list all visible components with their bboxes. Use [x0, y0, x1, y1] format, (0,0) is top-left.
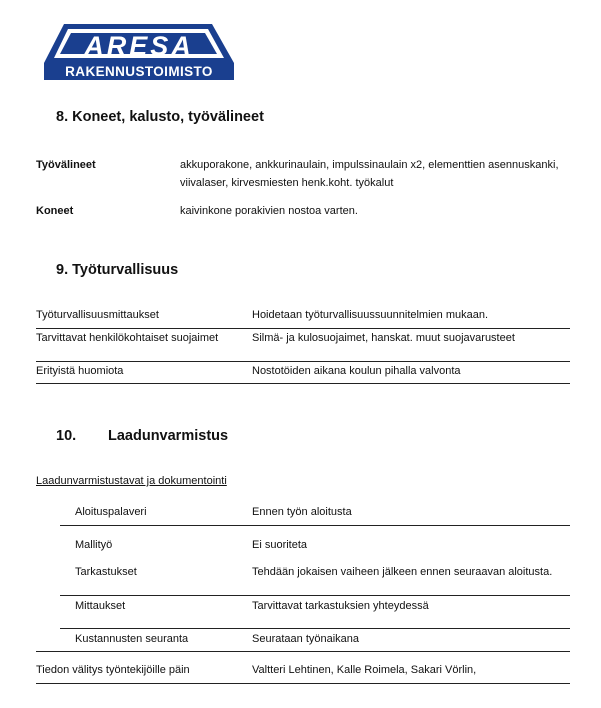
kickoff-label: Aloituspalaveri [75, 506, 147, 518]
section-8-heading: 8. Koneet, kalusto, työvälineet [56, 109, 264, 125]
cost-tracking-label: Kustannusten seuranta [75, 633, 189, 645]
section-10-heading: Laadunvarmistus [108, 428, 229, 444]
section-10-number: 10. [56, 428, 77, 444]
safety-measurements-value: Hoidetaan työturvallisuussuunnitelmien mukaan. [252, 309, 489, 321]
machines-label: Koneet [36, 205, 74, 217]
protective-gear-label: Tarvittavat henkilökohtaiset suojaimet [36, 332, 219, 344]
safety-measurements-label: Työturvallisuusmittaukset [36, 309, 159, 321]
protective-gear-value: Silmä- ja kulosuojaimet, hanskat. muut suojavarusteet [252, 332, 515, 344]
logo-subtitle: RAKENNUSTOIMISTO [44, 63, 234, 80]
measurements-label: Mittaukset [75, 600, 126, 612]
tools-label: Työvälineet [36, 159, 96, 171]
machines-value: kaivinkone porakivien nostoa varten. [180, 205, 358, 217]
inspections-value: Tehdään jokaisen vaiheen jälkeen ennen seuraavan aloitusta. [252, 566, 553, 578]
sample-work-label: Mallityö [75, 539, 113, 551]
section-9-heading: 9. Työturvallisuus [56, 262, 179, 278]
table-divider [36, 683, 570, 684]
inspections-label: Tarkastukset [75, 566, 137, 578]
info-sharing-label: Tiedon välitys työntekijöille päin [36, 664, 190, 676]
special-attention-value: Nostotöiden aikana koulun pihalla valvonta [252, 365, 461, 377]
table-divider [60, 595, 570, 596]
company-logo [44, 18, 234, 80]
quality-docs-subheading: Laadunvarmistustavat ja dokumentointi [36, 475, 227, 487]
measurements-value: Tarvittavat tarkastuksien yhteydessä [252, 600, 429, 612]
info-sharing-value: Valtteri Lehtinen, Kalle Roimela, Sakari Vörlin, [252, 664, 477, 676]
sample-work-value: Ei suoriteta [252, 539, 308, 551]
table-divider [60, 525, 570, 526]
table-divider [36, 651, 570, 652]
tools-value: akkuporakone, ankkurinaulain, impulssinaulain x2, elementtien asennuskanki, viivalaser, kirvesmiesten henk.koht. työkalut [180, 159, 559, 189]
special-attention-label: Erityistä huomiota [36, 365, 124, 377]
cost-tracking-value: Seurataan työnaikana [252, 633, 360, 645]
kickoff-value: Ennen työn aloitusta [252, 506, 352, 518]
table-divider [36, 383, 570, 384]
table-divider [60, 628, 570, 629]
logo-wordmark: ARESA [84, 31, 194, 61]
